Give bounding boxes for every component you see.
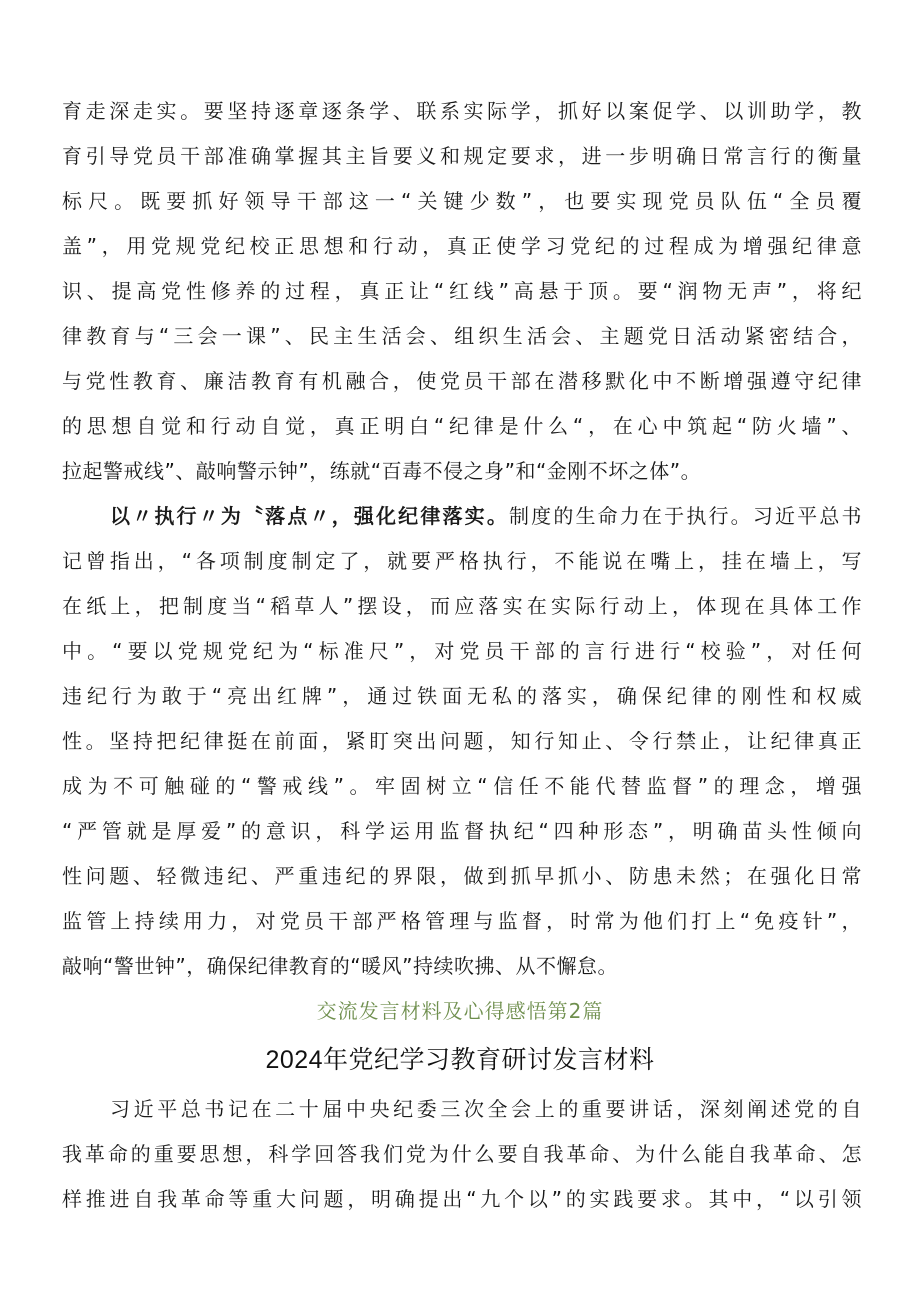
paragraph-line: 监管上持续用力，对党员干部严格管理与监督，时常为他们打上“免疫针”， (62, 909, 862, 933)
paragraph-line: 标尺。既要抓好领导干部这一“关键少数”，也要实现党员队伍“全员覆 (62, 189, 862, 213)
paragraph-line: 的思想自觉和行动自觉，真正明白“纪律是什么“，在心中筑起“防火墙”、 (62, 414, 862, 438)
paragraph-line: 习近平总书记在二十届中央纪委三次全会上的重要讲话，深刻阐述党的自 (110, 1097, 862, 1121)
paragraph-line: 样推进自我革命等重大问题，明确提出“九个以”的实践要求。其中，“以引领 (62, 1187, 862, 1211)
paragraph-line: 与党性教育、廉洁教育有机融合，使党员干部在潜移默化中不断增强遵守纪律 (62, 369, 862, 393)
paragraph-line: “严管就是厚爱”的意识，科学运用监督执纪“四种形态”，明确苗头性倾向 (62, 819, 862, 843)
paragraph-line: 性问题、轻微违纪、严重违纪的界限，做到抓早抓小、防患未然；在强化日常 (62, 864, 862, 888)
document-title: 2024年党纪学习教育研讨发言材料 (265, 1046, 655, 1074)
paragraph-line: 记曾指出，“各项制度制定了，就要严格执行，不能说在嘴上，挂在墙上，写 (62, 549, 862, 573)
paragraph-line: 识、提高党性修养的过程，真正让“红线”高悬于顶。要“润物无声”，将纪 (62, 279, 862, 303)
paragraph-lead-line (110, 503, 862, 529)
paragraph-lead-text: 制度的生命力在于执行。习近平总书 (509, 504, 862, 528)
paragraph-line: 律教育与“三会一课”、民主生活会、组织生活会、主题党日活动紧密结合， (62, 324, 862, 348)
paragraph-line: 违纪行为敢于“亮出红牌”，通过铁面无私的落实，确保纪律的刚性和权威 (62, 684, 862, 708)
paragraph-line: 育引导党员干部准确掌握其主旨要义和规定要求，进一步明确日常言行的衡量 (62, 144, 862, 168)
paragraph-line: 性。坚持把纪律挺在前面，紧盯突出问题，知行知止、令行禁止，让纪律真正 (62, 729, 862, 753)
section-subheading: 交流发言材料及心得感悟第2篇 (316, 999, 604, 1023)
paragraph-line: 成为不可触碰的“警戒线”。牢固树立“信任不能代替监督”的理念，增强 (62, 774, 862, 798)
paragraph-line: 中。“要以党规党纪为“标准尺”，对党员干部的言行进行“校验”，对任何 (62, 639, 862, 663)
paragraph-line: 育走深走实。要坚持逐章逐条学、联系实际学，抓好以案促学、以训助学，教 (62, 99, 862, 123)
paragraph-line: 我革命的重要思想，科学回答我们党为什么要自我革命、为什么能自我革命、怎 (62, 1142, 862, 1166)
paragraph-line: 拉起警戒线”、敲响警示钟”，练就“百毒不侵之身”和“金刚不坏之体”。 (62, 459, 702, 483)
paragraph-line: 敲响“警世钟”，确保纪律教育的“暖风”持续吹拂、从不懈怠。 (62, 954, 618, 978)
paragraph-line: 盖”，用党规党纪校正思想和行动，真正使学习党纪的过程成为增强纪律意 (62, 234, 862, 258)
paragraph-lead-heading: 以〃执行〃为〝落点〃，强化纪律落实。 (110, 504, 509, 528)
paragraph-line: 在纸上，把制度当“稻草人”摆设，而应落实在实际行动上，体现在具体工作 (62, 594, 862, 618)
